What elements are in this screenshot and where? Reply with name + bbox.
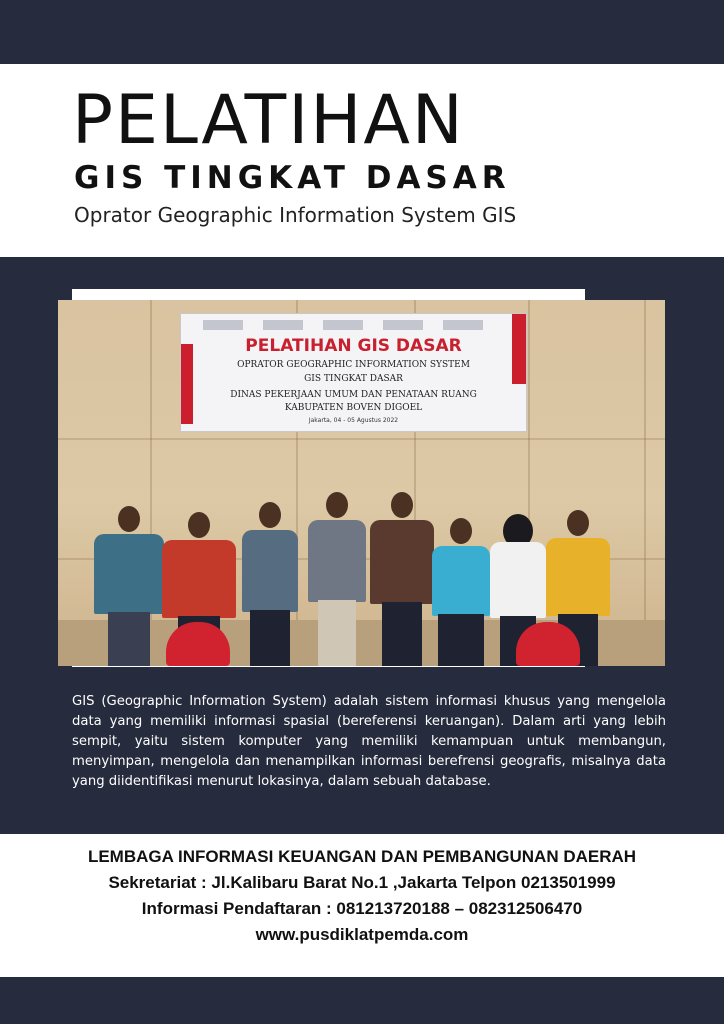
person-torso (432, 546, 490, 616)
bottom-band (0, 977, 724, 1024)
person-head (450, 518, 472, 544)
person (308, 492, 366, 666)
banner-date: Jakarta, 04 - 05 Agustus 2022 (308, 417, 399, 424)
person-head (391, 492, 413, 518)
page-subtitle: GIS TINGKAT DASAR (74, 160, 511, 196)
event-banner (180, 313, 527, 432)
person-legs (438, 614, 484, 666)
person (432, 518, 490, 666)
secretariat-address: Sekretariat : Jl.Kalibaru Barat No.1 ,Jakarta Telpon 0213501999 (108, 873, 616, 892)
banner-line: OPRATOR GEOGRAPHIC INFORMATION SYSTEM (237, 360, 470, 370)
banner-logos (203, 320, 503, 330)
organization-name: LEMBAGA INFORMASI KEUANGAN DAN PEMBANGUNAN DAERAH (87, 847, 637, 866)
person-head (259, 502, 281, 528)
person-torso (370, 520, 434, 604)
top-band (0, 0, 724, 64)
person-torso (242, 530, 298, 612)
page-title: PELATIHAN (72, 81, 465, 160)
footer (0, 834, 724, 977)
registration-info: Informasi Pendaftaran : 081213720188 – 082312506470 (141, 899, 583, 918)
person-head (188, 512, 210, 538)
person-torso (308, 520, 366, 602)
banner-line: DINAS PEKERJAAN UMUM DAN PENATAAN RUANG (230, 390, 477, 400)
person (242, 502, 298, 666)
group-photo (58, 300, 665, 666)
person-torso (546, 538, 610, 616)
wall-joint-line (58, 438, 665, 440)
person-head (326, 492, 348, 518)
gis-description: GIS (Geographic Information System) adalah sistem informasi khusus yang mengelola data yang memiliki informasi spasial (bereferensi keruangan). Dalam arti yang lebih sempit, yaitu sistem komputer yang memiliki kemampuan untuk membangun, menyimpan, mengelola dan menampilkan informasi berefrensi geografis, misalnya data yang diidentifikasi menurut lokasinya, dalam sebuah database. (72, 694, 666, 789)
banner-title: PELATIHAN GIS DASAR (245, 336, 462, 356)
person-legs (382, 602, 422, 666)
person-torso (490, 542, 546, 618)
wall-panel-line (644, 300, 646, 666)
banner-line: GIS TINGKAT DASAR (304, 374, 403, 384)
person-legs (108, 612, 150, 666)
person-legs (318, 600, 356, 666)
person-head (118, 506, 140, 532)
banner-line: KABUPATEN BOVEN DIGOEL (284, 403, 423, 413)
website-link[interactable]: www.pusdiklatpemda.com (255, 925, 469, 944)
person-torso (162, 540, 236, 618)
page-tagline: Oprator Geographic Information System GIS (74, 203, 517, 227)
header (0, 64, 724, 257)
person (370, 492, 434, 666)
person-head (567, 510, 589, 536)
person-torso (94, 534, 164, 614)
person-legs (250, 610, 290, 666)
person (94, 506, 164, 666)
